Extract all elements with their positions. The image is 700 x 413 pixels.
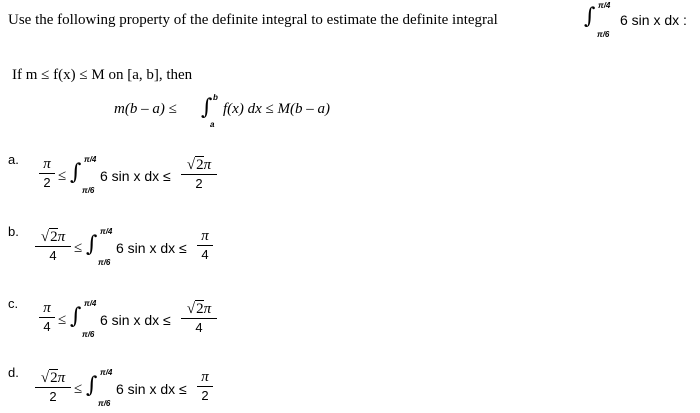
sqrt-radicand: 2	[196, 157, 204, 173]
choice-integrand: 6 sin x dx ≤	[100, 168, 171, 184]
question-integrand: 6 sin x dx :	[620, 12, 687, 28]
pi-symbol: π	[203, 301, 212, 317]
left-fraction	[34, 228, 72, 264]
lower-limit: π/6	[82, 186, 95, 195]
lower-limit: π/6	[597, 30, 610, 39]
sqrt-symbol: √	[40, 229, 50, 245]
choice-letter: b.	[8, 224, 19, 239]
pi-symbol: π	[57, 370, 66, 386]
right-numerator	[196, 228, 214, 245]
left-denominator: 2	[43, 175, 51, 190]
upper-limit: b	[213, 93, 218, 102]
question-text: Use the following property of the definite integral to estimate the definite integral	[8, 12, 498, 28]
left-fraction	[38, 300, 56, 335]
right-numerator	[180, 156, 218, 174]
question-line	[8, 1, 687, 39]
choice-letter: d.	[8, 365, 19, 380]
property-condition: If m ≤ f(x) ≤ M on [a, b], then	[12, 67, 193, 83]
lower-limit: π/6	[98, 399, 111, 408]
pi-symbol: π	[201, 228, 209, 244]
sqrt-radicand: 2	[50, 370, 58, 386]
right-fraction	[180, 156, 218, 192]
choice-letter: a.	[8, 152, 19, 167]
lower-limit: π/6	[82, 330, 95, 339]
answer-choice[interactable]	[8, 296, 268, 344]
pi-symbol: π	[43, 156, 51, 172]
property-left: m(b – a) ≤	[114, 101, 177, 117]
left-denominator: 4	[43, 319, 51, 334]
integral-sign: ∫	[86, 232, 98, 257]
integral-sign: ∫	[70, 160, 82, 185]
answer-choice[interactable]	[8, 224, 268, 272]
left-numerator	[38, 300, 56, 317]
left-numerator	[38, 156, 56, 173]
property-inequality	[114, 91, 374, 131]
sqrt-symbol: √	[40, 370, 50, 386]
right-denominator: 4	[195, 320, 203, 335]
choice-integrand: 6 sin x dx ≤	[116, 381, 187, 397]
right-denominator: 2	[201, 388, 209, 403]
upper-limit: π/4	[100, 368, 113, 377]
left-numerator	[34, 369, 72, 387]
sqrt-radicand: 2	[196, 301, 204, 317]
left-fraction	[34, 369, 72, 405]
left-fraction	[38, 156, 56, 191]
right-numerator	[180, 300, 218, 318]
right-denominator: 4	[201, 247, 209, 262]
right-fraction	[196, 369, 214, 404]
answer-choice[interactable]	[8, 152, 268, 200]
pi-symbol: π	[43, 300, 51, 316]
right-fraction	[196, 228, 214, 263]
integral-sign: ∫	[86, 373, 98, 398]
choice-integrand: 6 sin x dx ≤	[100, 312, 171, 328]
right-fraction	[180, 300, 218, 336]
upper-limit: π/4	[598, 1, 611, 10]
integral-sign: ∫	[584, 4, 596, 29]
property-integrand: f(x) dx ≤ M(b – a)	[223, 101, 330, 117]
leq-symbol: ≤	[58, 168, 67, 184]
left-denominator: 2	[49, 389, 57, 404]
left-numerator	[34, 228, 72, 246]
pi-symbol: π	[201, 369, 209, 385]
pi-symbol: π	[57, 229, 66, 245]
lower-limit: a	[210, 120, 215, 129]
choice-integrand: 6 sin x dx ≤	[116, 240, 187, 256]
pi-symbol: π	[203, 157, 212, 173]
leq-symbol: ≤	[74, 381, 83, 397]
sqrt-symbol: √	[186, 301, 196, 317]
upper-limit: π/4	[84, 155, 97, 164]
integral-sign: ∫	[201, 95, 213, 120]
lower-limit: π/6	[98, 258, 111, 267]
upper-limit: π/4	[100, 227, 113, 236]
upper-limit: π/4	[84, 299, 97, 308]
choice-letter: c.	[8, 296, 19, 311]
integral-sign: ∫	[70, 304, 82, 329]
answer-choice[interactable]	[8, 365, 268, 413]
right-numerator	[196, 369, 214, 386]
right-denominator: 2	[195, 176, 203, 191]
leq-symbol: ≤	[58, 312, 67, 328]
left-denominator: 4	[49, 248, 57, 263]
sqrt-radicand: 2	[50, 229, 58, 245]
leq-symbol: ≤	[74, 240, 83, 256]
sqrt-symbol: √	[186, 157, 196, 173]
